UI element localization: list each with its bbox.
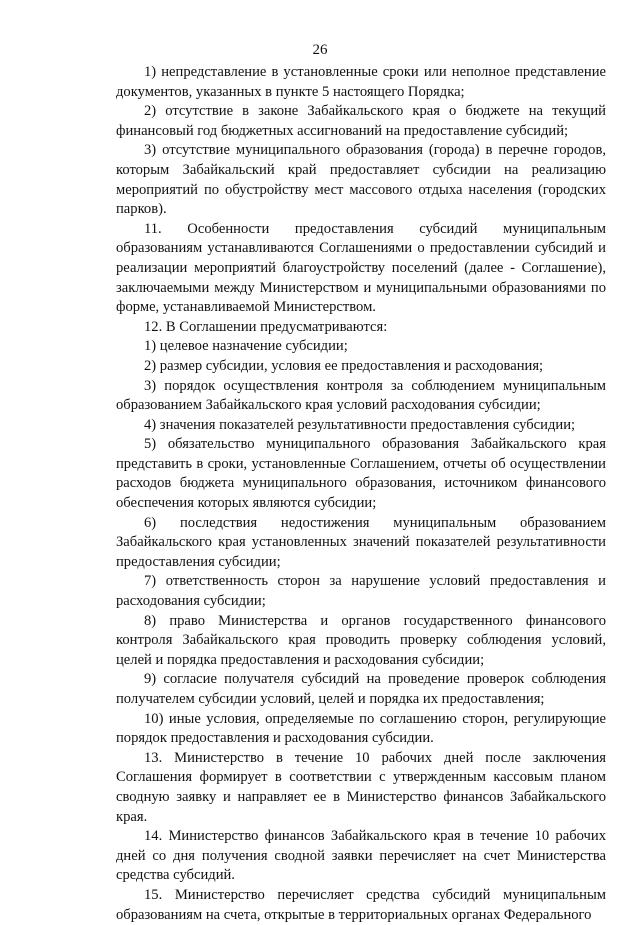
- paragraph-refusal-1: 1) непредставление в установленные сроки или неполное представление документов, указанных в пункте 5 настоящего Порядка;: [116, 64, 606, 100]
- agreement-item-3: 3) порядок осуществления контроля за соблюдением муниципальным образованием Забайкальского края условий расходования субсидии;: [116, 377, 606, 414]
- agreement-item-10: 10) иные условия, определяемые по соглашению сторон, регулирующие порядок предоставления и расходования субсидии.: [116, 710, 606, 747]
- document-body: [116, 63, 606, 925]
- agreement-item-1: 1) целевое назначение субсидии;: [144, 338, 348, 355]
- agreement-item-5: 5) обязательство муниципального образования Забайкальского края представить в сроки, установленные Соглашением, отчеты об осуществлении расходов бюджета муниципального образования, источником финансового обеспечения которых являются субсидии;: [116, 436, 606, 512]
- agreement-item-2: 2) размер субсидии, условия ее предоставления и расходования;: [144, 357, 544, 374]
- agreement-item-7: 7) ответственность сторон за нарушение условий предоставления и расходования субсидии;: [116, 573, 606, 610]
- paragraph-15: 15. Министерство перечисляет средства субсидий муниципальным образованиям на счета, открытые в территориальных органах Федерального: [116, 886, 606, 923]
- paragraph-12: 12. В Соглашении предусматриваются:: [144, 318, 388, 335]
- paragraph-refusal-2: 2) отсутствие в законе Забайкальского края о бюджете на текущий финансовый год бюджетных ассигнований на предоставление субсидий;: [116, 103, 606, 139]
- paragraph-11: 11. Особенности предоставления субсидий муниципальным образованиям устанавливаются Соглашениями о предоставлении субсидий и реализации мероприятий благоустройству поселений (далее - Соглашение), заключаемыми между Министерством и муниципальными образованиями по форме, устанавливаемой Министерством.: [116, 220, 606, 316]
- agreement-item-6: 6) последствия недостижения муниципальным образованием Забайкальского края установленных значений показателей результативности предоставления субсидии;: [116, 514, 606, 570]
- agreement-item-9: 9) согласие получателя субсидий на проведение проверок соблюдения получателем субсидии условий, целей и порядка их предоставления;: [116, 671, 606, 707]
- paragraph-13: 13. Министерство в течение 10 рабочих дней после заключения Соглашения формирует в соответствии с утвержденным кассовым планом сводную заявку и направляет ее в Министерство финансов Забайкальского края.: [116, 749, 606, 825]
- paragraph-14: 14. Министерство финансов Забайкальского края в течение 10 рабочих дней со дня получения сводной заявки перечисляет на счет Министерства средства субсидий.: [116, 828, 606, 884]
- paragraph-refusal-3: 3) отсутствие муниципального образования (города) в перечне городов, которым Забайкальский край предоставляет субсидии на реализацию мероприятий по обустройству мест массового отдыха населения (городских парков).: [116, 142, 606, 218]
- agreement-item-8: 8) право Министерства и органов государственного финансового контроля Забайкальского края проводить проверку соблюдения условий, целей и порядка предоставления и расходования субсидии;: [116, 612, 606, 668]
- page-number: 26: [312, 42, 328, 58]
- agreement-item-4: 4) значения показателей результативности предоставления субсидии;: [144, 416, 576, 433]
